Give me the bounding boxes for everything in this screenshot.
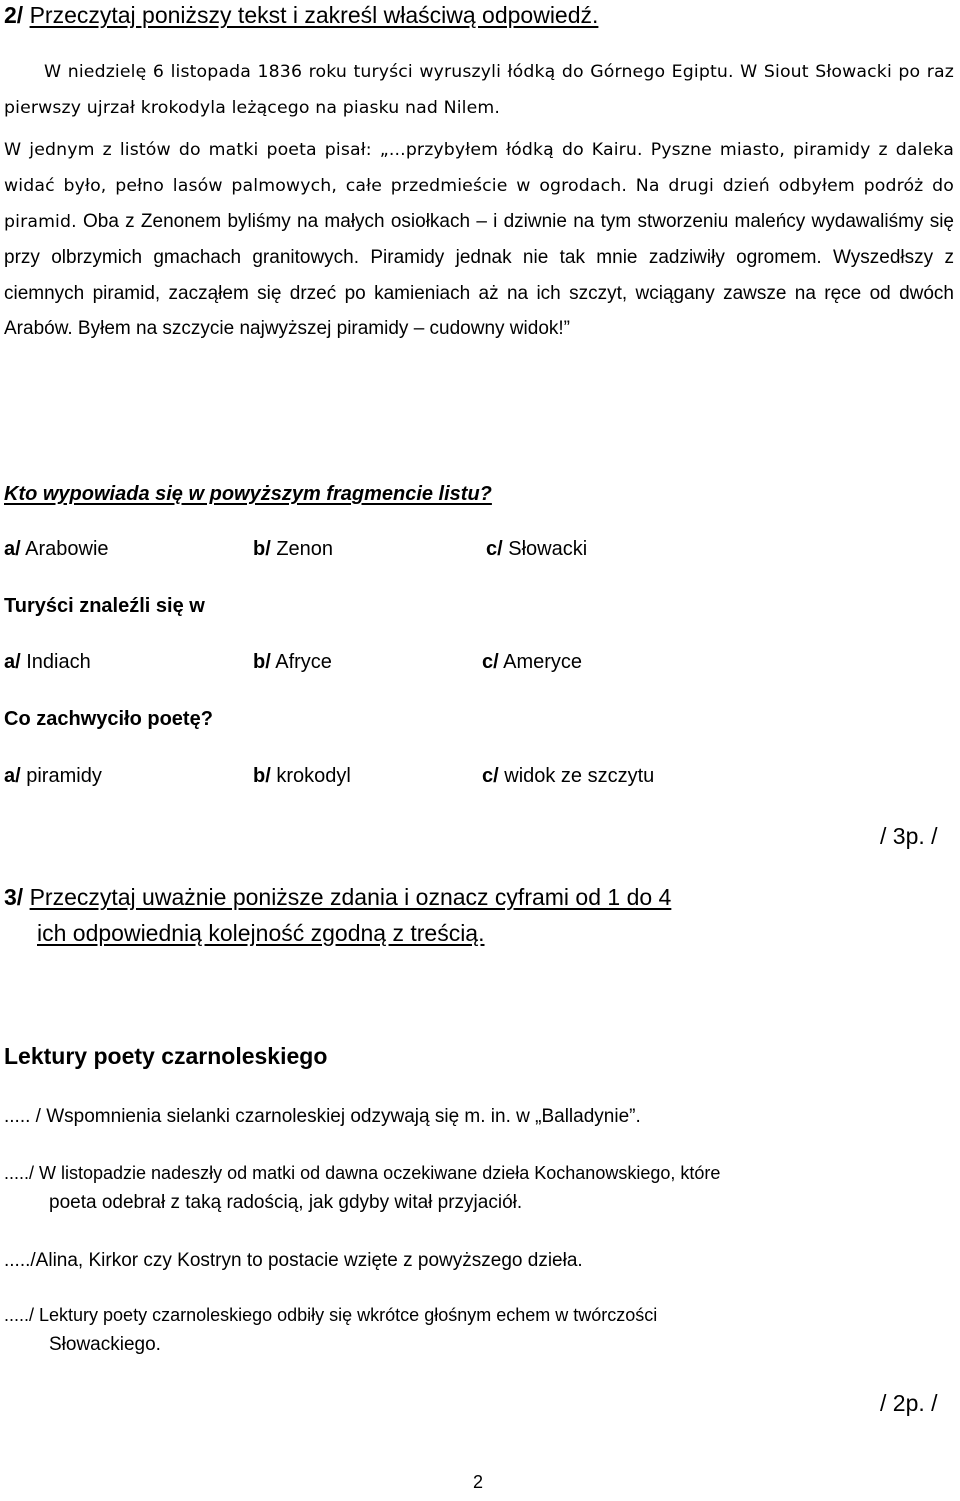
option-key: c/ <box>486 538 503 560</box>
page-number: 2 <box>473 1472 484 1492</box>
passage-paragraph-1 <box>4 54 954 126</box>
option-key: b/ <box>253 538 271 560</box>
task-2-instruction: Przeczytaj poniższy tekst i zakreśl właściwą odpowiedź. <box>29 2 599 28</box>
question-3-option-a <box>4 765 102 788</box>
passage-paragraph-2 <box>4 132 954 346</box>
sequence-item-1: ..... / Wspomnienia sielanki czarnoleskiej odzywają się m. in. w „Balladynie”. <box>4 1106 641 1127</box>
option-key: a/ <box>4 651 21 673</box>
question-1-option-c <box>486 538 587 561</box>
passage-paragraph-2b-text: Oba z Zenonem byliśmy na małych osiołkach – i dziwnie na tym stworzeniu maleńcy wydawaliśmy się przy olbrzymich gmachach granitowych. Piramidy jednak nie tak mnie zadziwiły ogromem. Wyszedłszy z ciemnych piramid, zacząłem się drzeć po kamieniach aż na ich szczyt, wciągany zawsze na ręce od dwóch Arabów. Byłem na szczycie najwyższej piramidy – cudowny widok!” <box>4 211 954 339</box>
option-label: widok ze szczytu <box>498 765 655 787</box>
option-label: Ameryce <box>498 651 583 673</box>
option-label: krokodyl <box>270 765 351 787</box>
option-key: b/ <box>253 765 271 787</box>
question-2-option-c <box>482 651 582 674</box>
question-1: Kto wypowiada się w powyższym fragmencie listu? <box>4 483 492 505</box>
option-key: c/ <box>482 765 499 787</box>
option-key: b/ <box>253 651 271 673</box>
option-key: a/ <box>4 765 21 787</box>
question-1-option-b <box>253 538 333 561</box>
task-2-heading <box>4 2 598 29</box>
option-label: Afryce <box>270 651 332 673</box>
sequence-item-4-continuation: Słowackiego. <box>49 1334 161 1355</box>
question-3-option-c <box>482 765 654 788</box>
option-label: Zenon <box>270 538 334 560</box>
task-3-heading <box>4 884 671 911</box>
sequence-item-3: ...../Alina, Kirkor czy Kostryn to postacie wzięte z powyższego dzieła. <box>4 1250 583 1271</box>
option-label: Arabowie <box>20 538 109 560</box>
option-label: Słowacki <box>502 538 588 560</box>
question-1-option-a <box>4 538 109 561</box>
task-3-instruction-line-2: ich odpowiednią kolejność zgodną z treścią. <box>37 920 485 946</box>
section-title: Lektury poety czarnoleskiego <box>4 1043 328 1069</box>
task-3-number: 3/ <box>4 884 24 910</box>
option-label: piramidy <box>20 765 102 787</box>
task-3-heading-line-2 <box>37 920 485 947</box>
option-key: a/ <box>4 538 21 560</box>
passage-paragraph-2a-text: W jednym z listów do matki poeta pisał: „...przybyłem łódką do Kairu. Pyszne miasto, piramidy z daleka widać było, pełno lasów palmowych, całe przedmieście w ogrodach. Na drugi dzień odbyłem podróż do piramid. <box>4 140 954 233</box>
sequence-item-2-continuation: poeta odebrał z taką radością, jak gdyby witał przyjaciół. <box>49 1192 523 1213</box>
question-2-option-a <box>4 651 91 674</box>
task-2-number: 2/ <box>4 2 24 28</box>
passage-paragraph-1-text: W niedzielę 6 listopada 1836 roku turyści wyruszyli łódką do Górnego Egiptu. W Siout Słowacki po raz pierwszy ujrzał krokodyla leżącego na piasku nad Nilem. <box>4 62 954 119</box>
question-3: Co zachwyciło poetę? <box>4 708 213 730</box>
question-2: Turyści znaleźli się w <box>4 595 205 617</box>
task-2-score: / 3p. / <box>880 823 938 849</box>
sequence-item-2: ...../ W listopadzie nadeszły od matki od dawna oczekiwane dzieła Kochanowskiego, które <box>4 1163 721 1183</box>
question-3-option-b <box>253 765 351 788</box>
option-label: Indiach <box>20 651 91 673</box>
reading-passage <box>4 54 954 346</box>
task-3-instruction-line-1: Przeczytaj uważnie poniższe zdania i oznacz cyframi od 1 do 4 <box>29 884 672 910</box>
question-2-option-b <box>253 651 332 674</box>
sequence-item-4: ...../ Lektury poety czarnoleskiego odbiły się wkrótce głośnym echem w twórczości <box>4 1305 658 1325</box>
task-3-score: / 2p. / <box>880 1390 938 1416</box>
option-key: c/ <box>482 651 499 673</box>
